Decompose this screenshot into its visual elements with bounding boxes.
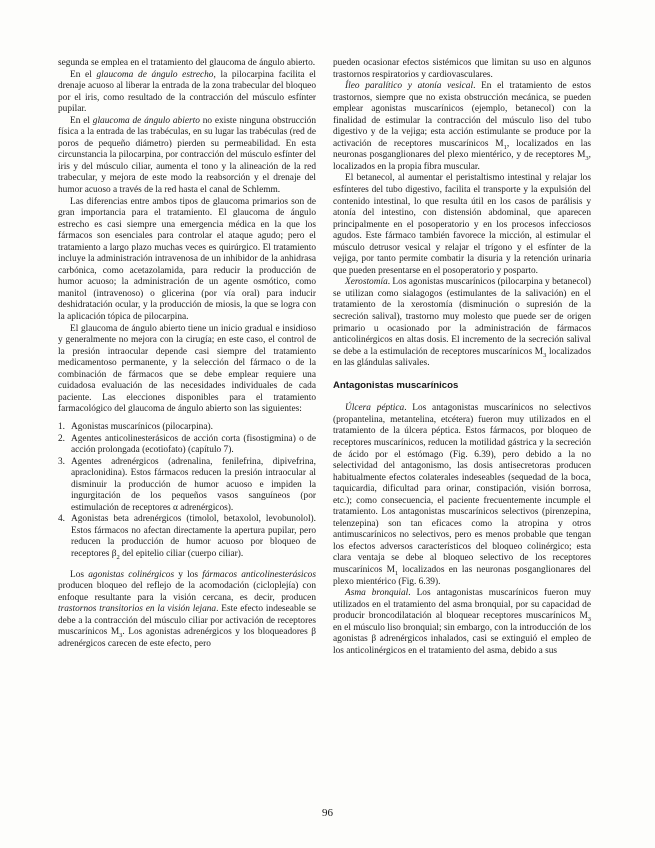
paragraph: En el glaucoma de ángulo estrecho, la pilocarpina facilita el drenaje acuoso al liberar la entrada de la zona trabecular del bloqueo por el iris, como resultado de la contracción del músculo esfínter pupilar. <box>58 69 316 115</box>
right-column <box>333 58 591 657</box>
section-heading: Antagonistas muscarínicos <box>333 379 459 391</box>
paragraph: Úlcera péptica. Los antagonistas muscarínicos no selectivos (propantelina, metantelina, etcétera) fueron muy utilizados en el tratamiento de la úlcera péptica. Estos fármacos, por bloqueo de receptores muscarínicos, reducen la motilidad gástrica y la secreción de ácido por el estómago (Fig. 6.39), pero debido a la no selectividad del antagonismo, las dosis antisecretoras producen habitualmente efectos colaterales indeseables (sequedad de la boca, taquicardia, dificultad para orinar, constipación, visión borrosa, etc.); como consecuencia, el paciente frecuentemente incumple el tratamiento. Los antagonistas muscarínicos selectivos (pirenzepina, telenzepina) son tan eficaces como la atropina y otros antimuscarínicos no selectivos, pero es menos probable que tengan los efectos adversos característicos del bloqueo colinérgico; esta clara ventaja se debe al bloqueo selectivo de los receptores muscarínicos $M_1$ localizados en las neuronas posganglionares del plexo mientérico (Fig. 6.39). <box>333 403 591 587</box>
paragraph: segunda se emplea en el tratamiento del glaucoma de ángulo abierto. <box>58 58 316 68</box>
page-number: 96 <box>322 807 333 819</box>
paragraph: Íleo paralítico y atonía vesical. En el tratamiento de estos trastornos, siempre que no exista obstrucción mecánica, se pueden emplear agonistas muscarínicos (ejemplo, betanecol) con la finalidad de estimular la contracción del músculo liso del tubo digestivo y de la vejiga; esta acción estimulante se produce por la activación de receptores muscarínicos $M_1$, localizados en las neuronas posganglionares del plexo mientérico, y de receptores $M_3$, localizados en la propia fibra muscular. <box>333 81 591 172</box>
paragraph: Los agonistas colinérgicos y los fármacos anticolinesterásicos producen bloqueo del reflejo de la acomodación (cicloplejía) con enfoque resultante para la visión cercana, es decir, producen trastornos transitorios en la visión lejana. Este efecto indeseable se debe a la contracción del músculo ciliar por activación de receptores muscarínicos $M_3$. Los agonistas adrenérgicos y los bloqueadores β adrenérgicos carecen de este efecto, pero <box>58 569 317 649</box>
paragraph: Xerostomía. Los agonistas muscarínicos (pilocarpina y betanecol) se utilizan como sialagogos (estimulantes de la salivación) en el tratamiento de la xerostomía (disminución o supresión de la secreción salival), trastorno muy molesto que puede ser de origen primario u ocasionado por la administración de fármacos anticolinérgicos en altas dosis. El incremento de la secreción salival se debe a la estimulación de receptores muscarínicos $M_3$ localizados en las glándulas salivales. <box>333 277 591 369</box>
paragraph: El betanecol, al aumentar el peristaltismo intestinal y relajar los esfínteres del tubo digestivo, facilita el transporte y la expulsión del contenido intestinal, lo que resulta útil en los casos de parálisis y atonía del intestino, con distensión abdominal, que aparecen principalmente en el posoperatorio y en los procesos infecciosos agudos. Este fármaco también favorece la micción, al estimular el músculo detrusor vesical y relajar el trígono y el esfínter de la vejiga, por tanto permite combatir la disuria y la retención urinaria que pueden presentarse en el posoperatorio y posparto. <box>333 173 591 276</box>
list-item: 4. Agonistas beta adrenérgicos (timolol, betaxolol, levobunolol). Estos fármacos no afectan directamente la apertura pupilar, pero reducen la producción de humor acuoso por bloqueo de receptores $\beta_2$ del epitelio ciliar (cuerpo ciliar). <box>58 514 316 561</box>
paragraph: En el glaucoma de ángulo abierto no existe ninguna obstrucción física a la entrada de las trabéculas, en su lugar las trabéculas (red de poros de pequeño diámetro) pierden su permeabilidad. En esta circunstancia la pilocarpina, por contracción del músculo esfínter del iris y del músculo ciliar, aumenta el tono y la alineación de la red trabecular, y mejora de este modo la reabsorción y el drenaje del humor acuoso a través de la red hasta el canal de Schlemm. <box>58 115 317 196</box>
list-item: 2. Agentes anticolinesterásicos de acción corta (fisostigmina) o de acción prolongada (ecotiofato) (capítulo 7). <box>58 433 316 456</box>
paragraph: Las diferencias entre ambos tipos de glaucoma primarios son de gran importancia para el tratamiento. El glaucoma de ángulo estrecho es casi siempre una emergencia médica en la que los fármacos son esenciales para controlar el ataque agudo; pero el tratamiento a largo plazo muchas veces es quirúrgico. El tratamiento incluye la administración intravenosa de un inhibidor de la anhidrasa carbónica, como acetazolamida, para reducir la producción de humor acuoso; la administración de un agente osmótico, como manitol (intravenoso) o glicerina (por vía oral) para inducir deshidratación ocular, y la producción de miosis, la que se logra con la aplicación tópica de pilocarpina. <box>58 196 316 323</box>
paragraph: El glaucoma de ángulo abierto tiene un inicio gradual e insidioso y generalmente no mejora con la cirugía; en este caso, el control de la presión intraocular depende casi siempre del tratamiento medicamentoso permanente, y la selección del fármaco o de la combinación de fármacos que se debe emplear requiere una cuidadosa evaluación de las necesidades individuales de cada paciente. Las elecciones disponibles para el tratamiento farmacológico del glaucoma de ángulo abierto son las siguientes: <box>58 323 316 415</box>
treatment-list <box>58 422 316 561</box>
paragraph: Asma bronquial. Los antagonistas muscarínicos fueron muy utilizados en el tratamiento del asma bronquial, por su capacidad de producir broncodilatación al bloquear receptores muscarínicos $M_3$ en el músculo liso bronquial; sin embargo, con la introducción de los agonistas β adrenérgicos inhalados, casi se extinguió el empleo de los anticolinérgicos en el tratamiento del asma, debido a sus <box>333 588 591 656</box>
paragraph: pueden ocasionar efectos sistémicos que limitan su uso en algunos trastornos respiratorios y cardiovasculares. <box>333 58 591 80</box>
list-item: 1. Agonistas muscarínicos (pilocarpina). <box>58 421 213 432</box>
left-column <box>58 58 316 650</box>
list-item: 3. Agentes adrenérgicos (adrenalina, fenilefrina, dipivefrina, apraclonidina). Estos fármacos reducen la presión intraocular al disminuir la producción de humor acuoso e impiden la ingurgitación de los pequeños vasos sanguíneos (por estimulación de receptores α adrenérgicos). <box>58 456 316 513</box>
